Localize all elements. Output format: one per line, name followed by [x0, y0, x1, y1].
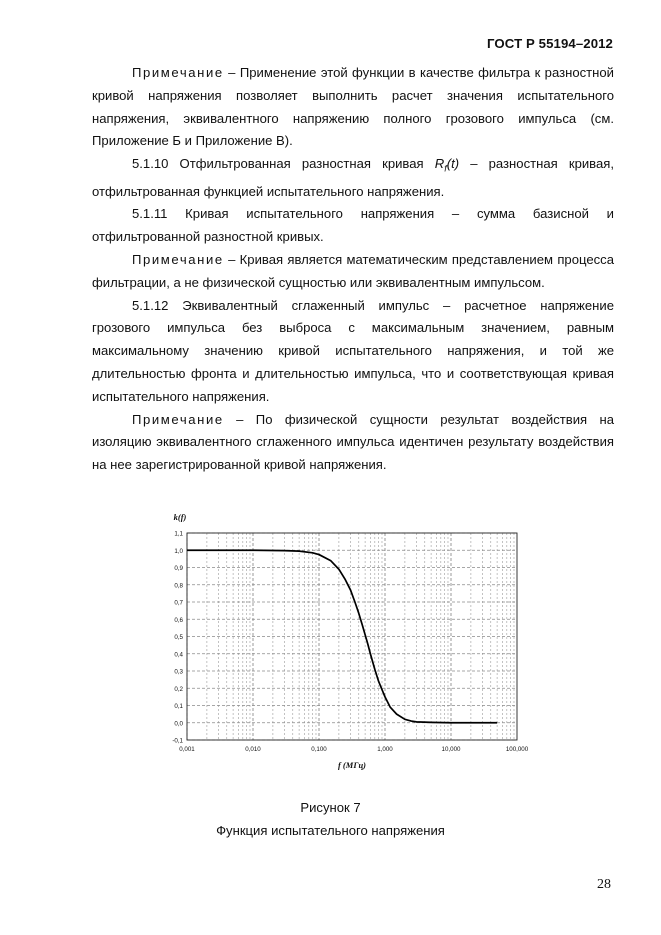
figure-7: [160, 505, 540, 773]
x-axis-label: f (МГц): [337, 760, 367, 770]
note-text: – Применение этой функции в качестве фильтра к разностной кривой напряжения позволяет выполнить расчет значения испытательного напряжения, эквивалентного напряжению полного грозового импульса (см. Приложение Б и Приложение В).: [92, 65, 614, 149]
page-number: 28: [597, 877, 611, 892]
clause-text-end: – разностная кривая, отфильтрованная функцией испытательного напряжения.: [92, 156, 614, 199]
y-tick-label: 0,1: [174, 703, 183, 710]
math-argument: (t): [446, 156, 460, 172]
y-tick-label: 0,5: [174, 634, 183, 641]
y-tick-label: 0,7: [174, 599, 183, 607]
note-paragraph: [92, 249, 614, 295]
note-text: – Кривая является математическим представлением процесса фильтрации, а не физической сущностью или эквивалентным импульсом.: [92, 251, 614, 290]
x-tick-label: 0,010: [245, 746, 261, 753]
test-voltage-function-chart: [160, 505, 540, 773]
y-tick-label: 1,1: [174, 530, 183, 538]
figure-number: Рисунок 7: [300, 800, 361, 815]
y-tick-label: 0,9: [174, 565, 183, 572]
y-tick-label: -0,1: [172, 737, 183, 745]
note-label: Примечание: [132, 411, 224, 427]
y-tick-label: 0,0: [174, 720, 183, 728]
note-paragraph: [92, 409, 614, 477]
note-text: – По физической сущности результат воздействия на изоляцию эквивалентного сглаженного импульса идентичен результату воздействия на нее зарегистрированной кривой напряжения.: [92, 411, 614, 473]
note-paragraph: [92, 62, 614, 153]
math-subscript: f: [444, 163, 447, 174]
clause-5-1-12: 5.1.12 Эквивалентный сглаженный импульс – расчетное напряжение грозового импульса без выброса с максимальным значением, равным максимальному значению кривой испытательного напряжения, и той же длительностью фронта и длительностью импульса, что и соответствующая кривая испытательного напряжения.: [92, 297, 614, 404]
note-label: Примечание: [132, 251, 224, 267]
figure-caption: Функция испытательного напряжения: [216, 823, 445, 838]
y-tick-label: 0,8: [174, 582, 183, 590]
math-symbol: R: [434, 156, 445, 172]
y-axis-label: k(f): [173, 512, 187, 522]
y-tick-label: 0,4: [174, 651, 183, 659]
x-tick-label: 1,000: [377, 746, 393, 753]
x-tick-label: 10,000: [441, 746, 461, 753]
document-header: ГОСТ Р 55194–2012: [487, 36, 613, 51]
clause-5-1-10: [92, 153, 614, 203]
y-tick-label: 0,6: [174, 616, 183, 624]
note-label: Примечание: [132, 65, 224, 80]
x-tick-label: 100,000: [505, 746, 529, 753]
clause-5-1-11: 5.1.11 Кривая испытательного напряжения – сумма базисной и отфильтрованной разностной кривых.: [92, 206, 614, 245]
clause-text-start: 5.1.10 Отфильтрованная разностная кривая: [132, 156, 435, 172]
y-tick-label: 1,0: [174, 547, 183, 555]
y-tick-label: 0,2: [174, 685, 183, 693]
y-tick-label: 0,3: [174, 668, 183, 676]
body-text: [92, 62, 614, 477]
x-tick-label: 0,100: [311, 746, 327, 753]
x-tick-label: 0,001: [179, 746, 195, 753]
